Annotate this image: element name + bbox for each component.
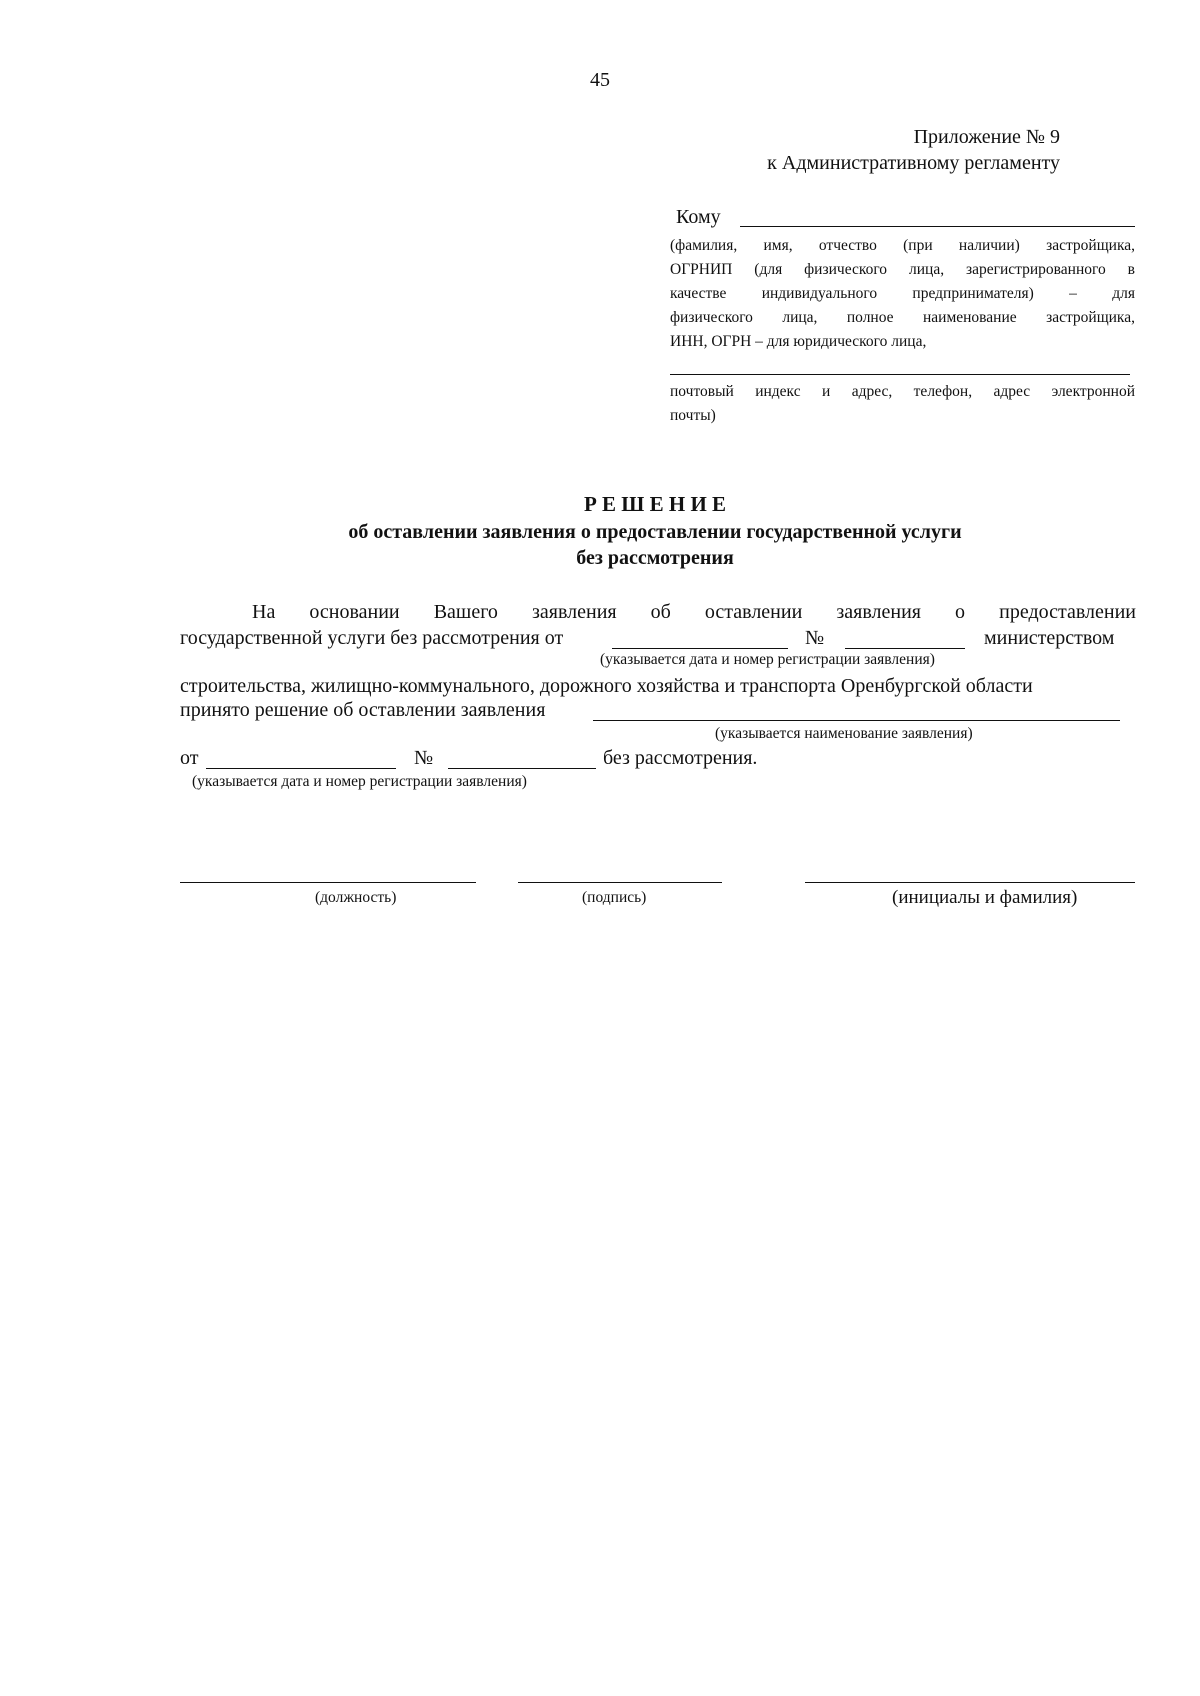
date-field-line-2 <box>206 768 396 769</box>
addressee-name-line <box>740 226 1135 227</box>
hint-date-number-2: (указывается дата и номер регистрации заявления) <box>192 773 527 790</box>
body-line-4: принято решение об оставлении заявления <box>180 699 546 721</box>
body-line-3: строительства, жилищно-коммунального, дорожного хозяйства и транспорта Оренбургской области <box>180 675 1033 697</box>
number-sign-1: № <box>805 627 825 649</box>
name-line <box>805 882 1135 883</box>
document-subtitle-2: без рассмотрения <box>576 547 734 569</box>
position-line <box>180 882 476 883</box>
name-caption: (инициалы и фамилия) <box>892 887 1078 908</box>
number-field-line-2 <box>448 768 596 769</box>
addressee-note-line-4: физического лица, полное наименование застройщика, <box>670 309 1135 326</box>
addressee-label: Кому <box>676 206 721 228</box>
addressee-note-line-2: ОГРНИП (для физического лица, зарегистрированного в <box>670 261 1135 278</box>
addressee-address-line <box>670 374 1130 375</box>
appendix-title: Приложение № 9 <box>913 126 1060 148</box>
addressee-address-line-2: почты) <box>670 407 716 424</box>
addressee-note-line-3: качестве индивидуального предпринимателя) – для <box>670 285 1135 302</box>
position-caption: (должность) <box>315 889 397 906</box>
date-field-line-1 <box>612 648 788 649</box>
number-field-line-1 <box>845 648 965 649</box>
addressee-note-line-1: (фамилия, имя, отчество (при наличии) застройщика, <box>670 237 1135 254</box>
addressee-note-line-5: ИНН, ОГРН – для юридического лица, <box>670 333 927 350</box>
appendix-subtitle: к Административному регламенту <box>767 152 1060 174</box>
document-subtitle: об оставлении заявления о предоставлении государственной услуги <box>348 521 962 543</box>
body-line-2-end: министерством <box>984 627 1115 649</box>
body-line-5-from: от <box>180 747 199 769</box>
hint-date-number-1: (указывается дата и номер регистрации заявления) <box>600 651 935 668</box>
document-title: Р Е Ш Е Н И Е <box>583 492 727 516</box>
signature-caption: (подпись) <box>582 889 647 906</box>
page-number: 45 <box>590 69 610 91</box>
application-name-line <box>593 720 1120 721</box>
body-line-1: На основании Вашего заявления об оставлении заявления о предоставлении <box>252 601 1136 623</box>
hint-application-name: (указывается наименование заявления) <box>715 725 973 742</box>
number-sign-2: № <box>414 747 434 769</box>
signature-line <box>518 882 722 883</box>
body-line-5-end: без рассмотрения. <box>603 747 758 769</box>
body-line-2-start: государственной услуги без рассмотрения от <box>180 627 564 649</box>
addressee-address-line-1: почтовый индекс и адрес, телефон, адрес электронной <box>670 383 1135 400</box>
